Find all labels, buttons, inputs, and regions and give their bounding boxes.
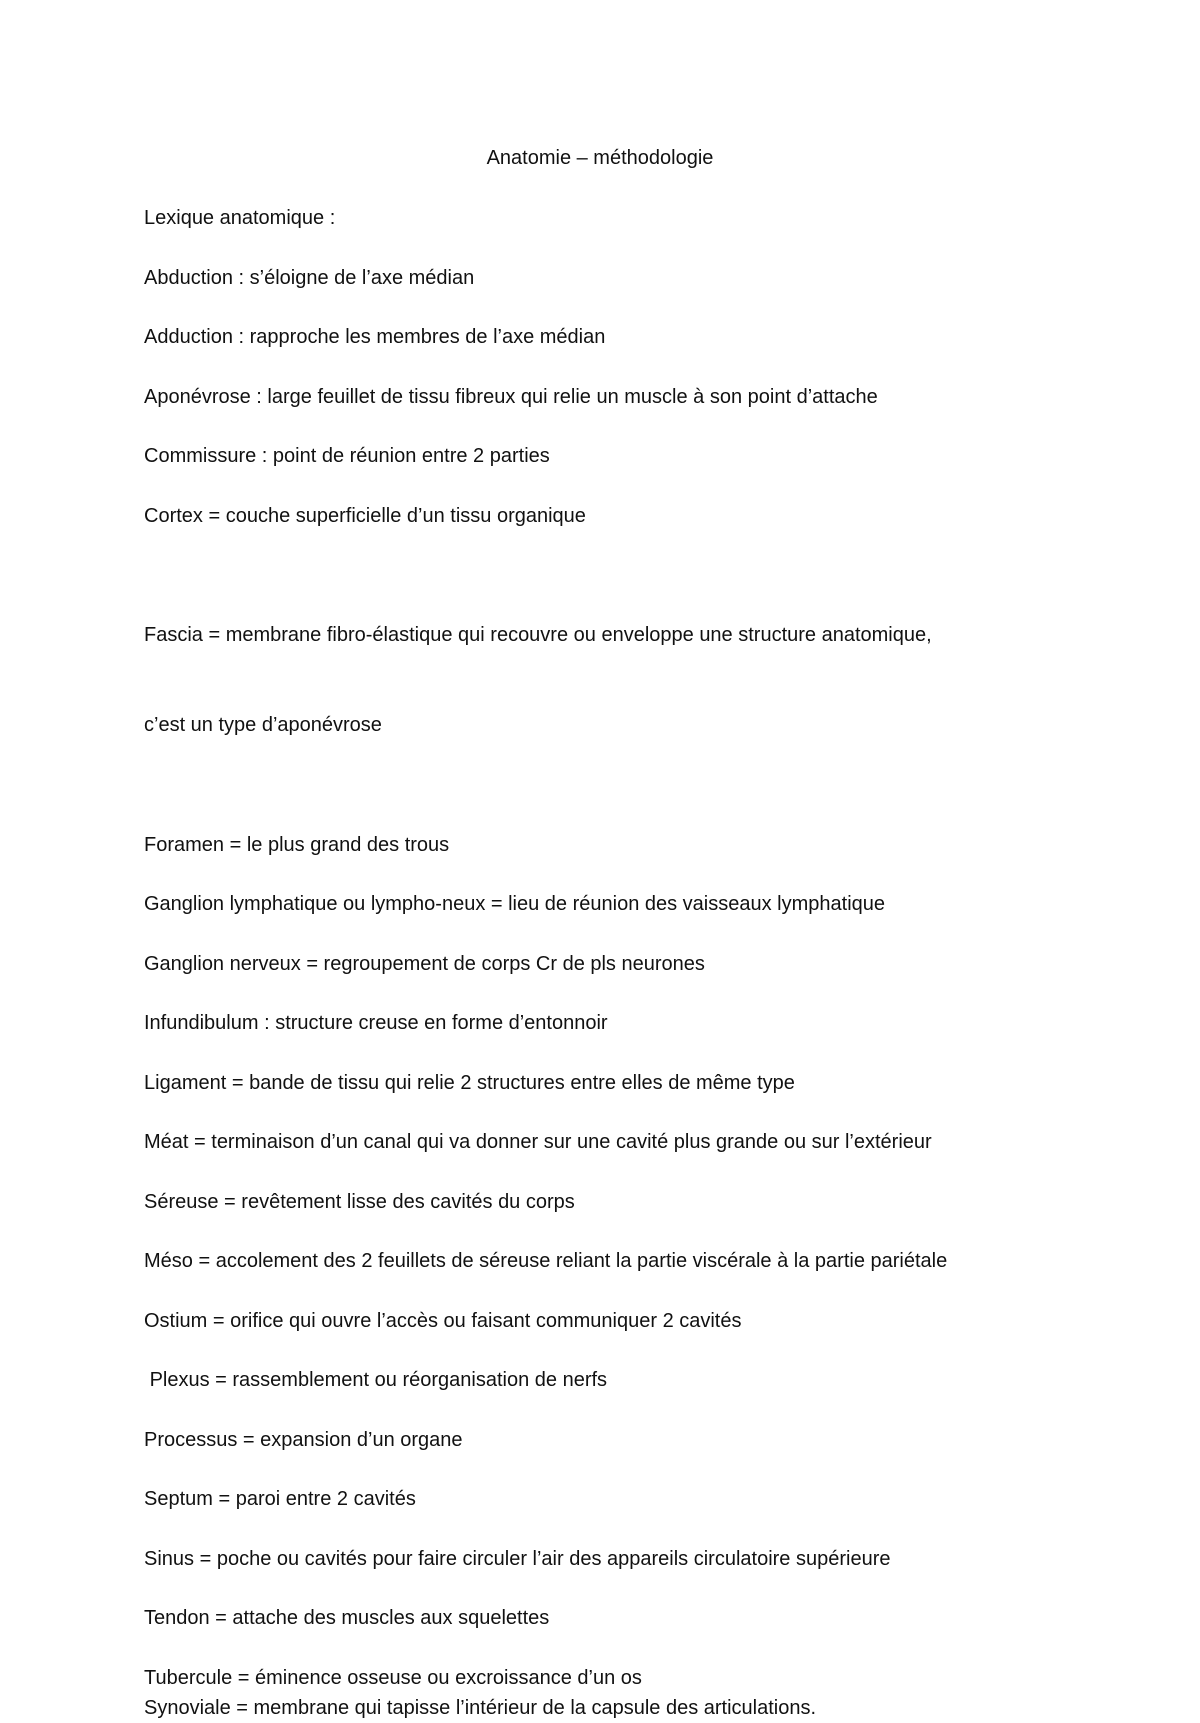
- entry-plexus: Plexus = rassemblement ou réorganisation de nerfs: [144, 1369, 608, 1391]
- entry-ganglion-nerveux: Ganglion nerveux = regroupement de corps Cr de pls neurones: [144, 952, 705, 975]
- entry-commissure: Commissure : point de réunion entre 2 parties: [144, 445, 550, 467]
- entry-fascia: [144, 560, 1044, 800]
- entry-adduction: Adduction : rapproche les membres de l’axe médian: [144, 326, 606, 348]
- entry-meat: Méat = terminaison d’un canal qui va donner sur une cavité plus grande ou sur l’extérieur: [144, 1131, 932, 1153]
- entry-aponevrose: Aponévrose : large feuillet de tissu fibreux qui relie un muscle à son point d’attache: [144, 385, 878, 408]
- entry-cortex: Cortex = couche superficielle d’un tissu organique: [144, 504, 586, 527]
- entry-abduction: Abduction : s’éloigne de l’axe médian: [144, 266, 475, 289]
- entry-tubercule: Tubercule = éminence osseuse ou excroissance d’un os: [144, 1666, 642, 1689]
- entry-meso: Méso = accolement des 2 feuillets de séreuse reliant la partie viscérale à la partie pariétale: [144, 1250, 948, 1272]
- entry-fascia-line-1: Fascia = membrane fibro-élastique qui recouvre ou enveloppe une structure anatomique,: [144, 624, 932, 646]
- document-body: [144, 203, 1044, 1723]
- entry-ligament: Ligament = bande de tissu qui relie 2 structures entre elles de même type: [144, 1071, 795, 1094]
- section-heading: Lexique anatomique :: [144, 207, 336, 229]
- entry-processus: Processus = expansion d’un organe: [144, 1428, 463, 1451]
- entry-infundibulum: Infundibulum : structure creuse en forme d’entonnoir: [144, 1012, 608, 1034]
- document-title: Anatomie – méthodologie: [486, 147, 714, 169]
- entry-septum: Septum = paroi entre 2 cavités: [144, 1488, 416, 1510]
- entry-fascia-line-2: c’est un type d’aponévrose: [144, 714, 382, 736]
- entry-foramen: Foramen = le plus grand des trous: [144, 833, 450, 856]
- entry-tendon: Tendon = attache des muscles aux squelettes: [144, 1607, 550, 1629]
- entry-sinus: Sinus = poche ou cavités pour faire circuler l’air des appareils circulatoire supérieure: [144, 1547, 891, 1570]
- entry-sereuse: Séreuse = revêtement lisse des cavités du corps: [144, 1190, 575, 1213]
- entry-synoviale: Synoviale = membrane qui tapisse l’intérieur de la capsule des articulations.: [144, 1696, 817, 1719]
- entry-ganglion-lymphatique: Ganglion lymphatique ou lympho-neux = lieu de réunion des vaisseaux lymphatique: [144, 893, 886, 915]
- entry-ostium: Ostium = orifice qui ouvre l’accès ou faisant communiquer 2 cavités: [144, 1309, 742, 1332]
